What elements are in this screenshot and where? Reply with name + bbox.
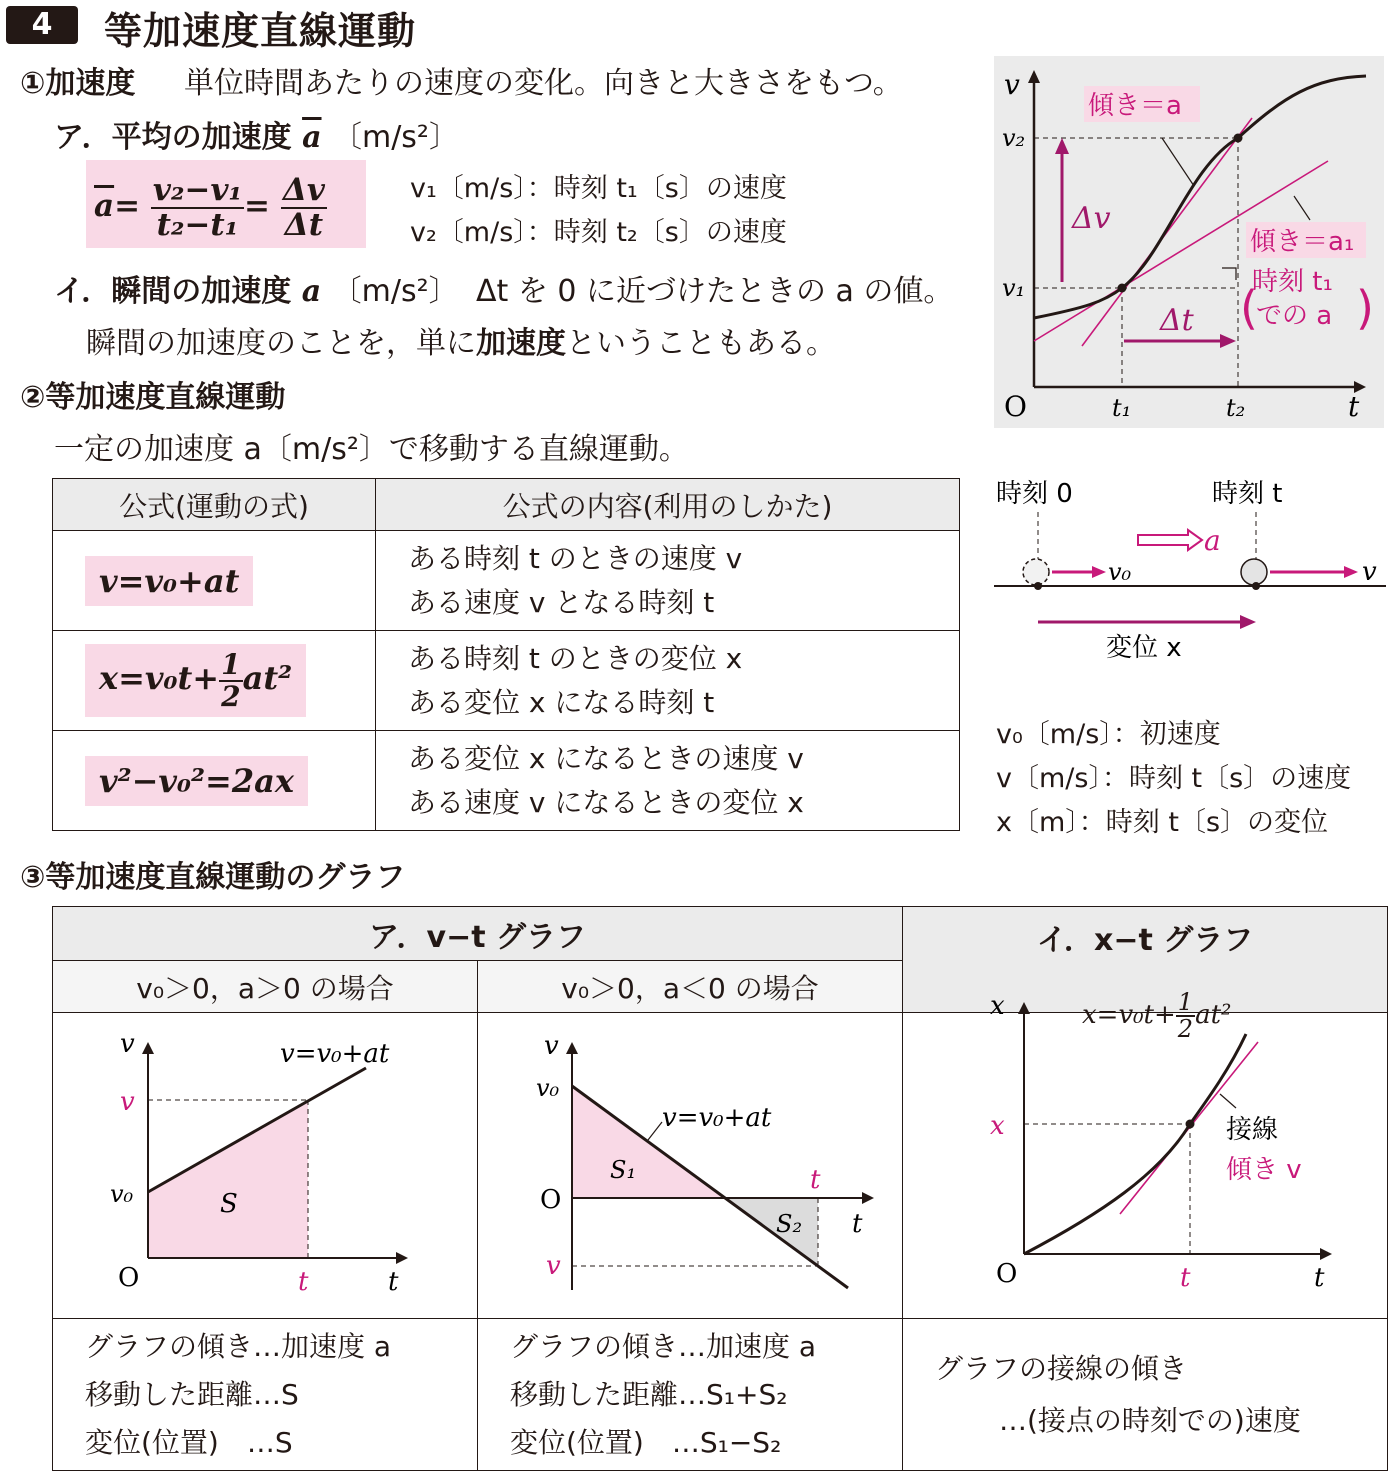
vt-graph-accelerating — [100, 1022, 440, 1312]
formula-table — [52, 478, 960, 831]
xt-equation: x=v₀t+ $\frac{1}{2}$ at² — [1082, 988, 1232, 1044]
ball-start — [1023, 559, 1049, 585]
note-paren-left: ( — [1240, 281, 1258, 335]
usage-line: ある時刻 t のときの速度 v — [408, 541, 743, 575]
table-row — [53, 631, 960, 731]
table-header-usage: 公式の内容(利用のしかた) — [376, 479, 960, 531]
def-v0: v₀〔m/s〕：初速度 — [996, 719, 1221, 750]
tangent-slope-label: 傾き v — [1226, 1155, 1302, 1185]
equation-leader — [648, 1122, 662, 1140]
tick-v: v — [120, 1087, 135, 1117]
time-zero-label: 時刻 0 — [996, 479, 1073, 509]
caption-line: 変位(位置) …S — [85, 1425, 293, 1459]
usage-line: ある速度 v になるときの変位 x — [408, 785, 804, 819]
y-axis-label: x — [990, 991, 1005, 1021]
accel-label: a — [1204, 524, 1221, 557]
origin-label: O — [996, 1259, 1018, 1289]
s2-desc: 一定の加速度 a〔m/s²〕で移動する直線運動。 — [54, 432, 689, 467]
v2-definition: v₂〔m/s〕：時刻 t₂〔s〕の速度 — [410, 217, 787, 248]
x-axis-arrow — [1320, 1248, 1332, 1260]
avg-accel-formula: $\overline{a}=$ $\frac{\text{v₂−v₁}}{\text{t₂−t₁}}$ = $\frac{\Delta v}{\Delta t}$ — [86, 160, 366, 248]
note-paren-right: ) — [1356, 281, 1374, 335]
table-header-formula: 公式(運動の式) — [53, 479, 376, 531]
y-axis-arrow — [566, 1042, 578, 1054]
point-t2 — [1234, 134, 1243, 143]
point-start — [1034, 582, 1042, 590]
tick-v0: v₀ — [110, 1180, 134, 1208]
dt-label: Δt — [1160, 303, 1194, 338]
table-row — [53, 531, 960, 631]
section-title: 等加速度直線運動 — [104, 9, 417, 53]
y-axis-label: v — [120, 1029, 135, 1059]
tick-t1: t₁ — [1112, 394, 1132, 422]
x-axis-label: t — [1348, 390, 1360, 423]
inst-accel-label: イ．瞬間の加速度 a 〔m/s²〕 — [54, 274, 459, 309]
slope-avg-label: 傾き＝a — [1088, 91, 1182, 121]
caption-line: …(接点の時刻での)速度 — [999, 1403, 1301, 1437]
tick-t: t — [298, 1267, 309, 1297]
s1-heading: ①加速度 — [20, 66, 136, 101]
header-xt: イ．x−t グラフ — [903, 907, 1388, 1013]
v1-definition: v₁〔m/s〕：時刻 t₁〔s〕の速度 — [410, 173, 787, 204]
tick-v1: v₁ — [1002, 274, 1026, 302]
area-S2-label: S₂ — [776, 1210, 803, 1238]
caption-line: 移動した距離…S — [85, 1377, 299, 1411]
caption-1 — [53, 1319, 478, 1471]
section-number-badge: 4 — [6, 6, 78, 44]
def-v: v〔m/s〕：時刻 t〔s〕の速度 — [996, 763, 1352, 794]
case-accelerating: v₀＞0，a＞0 の場合 — [53, 961, 478, 1013]
header-vt: ア．v−t グラフ — [53, 907, 903, 961]
origin-label: O — [1004, 390, 1027, 423]
tick-v2: v₂ — [1002, 124, 1026, 152]
accel-vt-figure — [994, 56, 1384, 428]
usage-line: ある変位 x になる時刻 t — [408, 685, 715, 719]
displacement-label: 変位 x — [1106, 633, 1182, 663]
vt-graph-decelerating — [530, 1022, 890, 1312]
tangent-point — [1186, 1120, 1195, 1129]
v-arrowhead — [1344, 566, 1358, 578]
y-axis-arrow — [142, 1042, 154, 1054]
case-decelerating: v₀＞0，a＜0 の場合 — [478, 961, 903, 1013]
formula-velocity-displacement: v²−v₀²=2ax — [85, 756, 308, 806]
formula-displacement: x=v₀t+ $\frac{1}{2}$ at² — [85, 644, 306, 717]
ball-end — [1241, 559, 1267, 585]
accel-note: 瞬間の加速度のことを，単に加速度ということもある。 — [86, 326, 836, 361]
point-end — [1252, 582, 1260, 590]
v0-label: v₀ — [1108, 558, 1132, 586]
tick-v: v — [546, 1251, 561, 1281]
x-axis-arrow — [396, 1252, 408, 1264]
usage-line: ある速度 v となる時刻 t — [408, 585, 715, 619]
motion-figure — [990, 472, 1390, 672]
accel-arrow — [1138, 530, 1202, 550]
origin-label: O — [118, 1263, 140, 1293]
slope-inst-label: 傾き＝a₁ — [1250, 227, 1355, 257]
tick-t: t — [1180, 1263, 1191, 1293]
v0-arrowhead — [1092, 566, 1106, 578]
caption-2 — [478, 1319, 903, 1471]
caption-line: グラフの傾き…加速度 a — [85, 1329, 392, 1363]
note-line-1: 時刻 t₁ — [1252, 267, 1333, 297]
area-S1-label: S₁ — [610, 1156, 637, 1184]
caption-line: 変位(位置) …S₁−S₂ — [510, 1425, 782, 1459]
usage-line: ある時刻 t のときの変位 x — [408, 641, 743, 675]
note-line-2: での a — [1256, 301, 1333, 331]
tick-t2: t₂ — [1226, 394, 1246, 422]
equation-label: v=v₀+at — [662, 1103, 772, 1133]
tick-x: x — [990, 1111, 1005, 1141]
caption-line: グラフの接線の傾き — [935, 1351, 1188, 1385]
position-curve — [1024, 1034, 1246, 1254]
x-axis-label: t — [388, 1267, 399, 1297]
y-axis-arrow — [1018, 1002, 1030, 1014]
dv-label: Δv — [1072, 201, 1111, 236]
tangent-label: 接線 — [1226, 1115, 1279, 1145]
displacement-arrowhead — [1240, 615, 1256, 629]
x-axis-label: t — [852, 1209, 863, 1239]
point-t1 — [1118, 284, 1127, 293]
s3-heading: ③等加速度直線運動のグラフ — [20, 860, 406, 895]
caption-line: グラフの傾き…加速度 a — [510, 1329, 817, 1363]
table-row — [53, 731, 960, 831]
tangent-leader — [1220, 1094, 1236, 1108]
caption-3 — [903, 1319, 1388, 1471]
tick-t: t — [810, 1165, 821, 1195]
origin-label: O — [540, 1185, 562, 1215]
v-label: v — [1362, 557, 1377, 587]
usage-line: ある変位 x になるときの速度 v — [408, 741, 804, 775]
tick-v0: v₀ — [536, 1074, 560, 1102]
equation-label: v=v₀+at — [280, 1039, 390, 1069]
area-S-label: S — [220, 1189, 238, 1219]
formula-velocity: v=v₀+at — [85, 556, 253, 606]
inst-accel-desc: Δt を 0 に近づけたときの a の値。 — [476, 274, 954, 309]
s2-heading: ②等加速度直線運動 — [20, 380, 286, 415]
avg-accel-label: ア．平均の加速度 $\overline{a}$ 〔m/s²〕 — [54, 120, 459, 155]
x-axis-label: t — [1314, 1263, 1325, 1293]
s1-desc: 単位時間あたりの速度の変化。向きと大きさをもつ。 — [184, 66, 903, 101]
y-axis-label: v — [544, 1031, 559, 1061]
caption-line: 移動した距離…S₁+S₂ — [510, 1377, 788, 1411]
x-axis-arrow — [862, 1192, 874, 1204]
def-x: x〔m〕：時刻 t〔s〕の変位 — [996, 807, 1329, 838]
y-axis-label: v — [1004, 68, 1020, 101]
time-t-label: 時刻 t — [1212, 479, 1283, 509]
